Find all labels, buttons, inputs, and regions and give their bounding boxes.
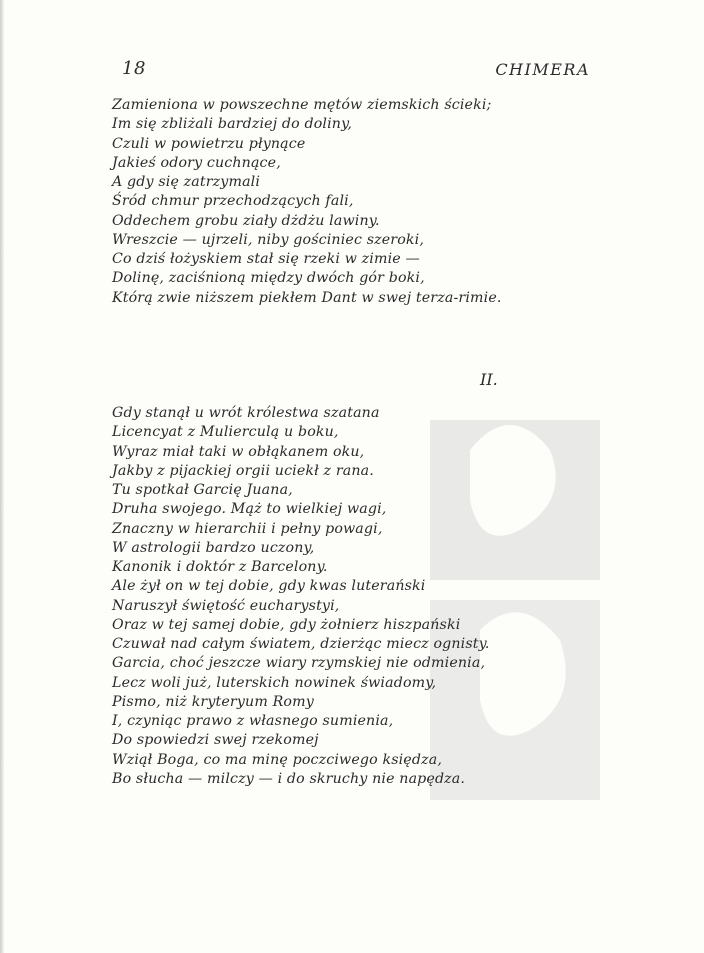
verse-line: Zamieniona w powszechne mętów ziemskich ścieki; xyxy=(112,97,492,113)
verse-line: Pismo, niż kryteryum Romy xyxy=(112,693,314,710)
verse-line: I, czyniąc prawo z własnego sumienia, xyxy=(112,713,394,729)
verse-line: Ale żył on w tej dobie, gdy kwas luterański xyxy=(112,578,426,595)
page-header xyxy=(122,58,590,82)
verse-line: Tu spotkał Garcię Juana, xyxy=(112,482,293,498)
verse-line: W astrologii bardzo uczony, xyxy=(112,539,315,556)
verse-line: A gdy się zatrzymali xyxy=(112,174,261,190)
verse-line: Oraz w tej samej dobie, gdy żołnierz hiszpański xyxy=(112,616,461,633)
verse-line: Śród chmur przechodzących fali, xyxy=(112,193,354,210)
page-number: 18 xyxy=(122,58,146,79)
stanza-1 xyxy=(112,96,592,308)
verse-line: Oddechem grobu ziały dżdżu lawiny. xyxy=(112,212,380,229)
verse-line: Wreszcie — ujrzeli, niby gościniec szeroki, xyxy=(112,231,425,248)
section-number: II. xyxy=(480,370,498,389)
verse-line: Naruszył świętość eucharystyi, xyxy=(112,597,340,614)
verse-line: Wyraz miał taki w obłąkanem oku, xyxy=(112,443,365,460)
verse-line: Do spowiedzi swej rzekomej xyxy=(112,732,319,749)
verse-line: Co dziś łożyskiem stał się rzeki w zimie — xyxy=(112,251,420,267)
verse-line: Gdy stanął u wrót królestwa szatana xyxy=(112,405,380,421)
verse-line: Jakby z pijackiej orgii uciekł z rana. xyxy=(112,462,374,479)
verse-line: Druha swojego. Mąż to wielkiej wagi, xyxy=(112,501,387,518)
verse-line: Znaczny w hierarchii i pełny powagi, xyxy=(112,520,383,537)
verse-line: Dolinę, zaciśnioną między dwóch gór boki, xyxy=(112,270,425,287)
stanza-2 xyxy=(112,404,592,789)
verse-line: Czuli w powietrzu płynące xyxy=(112,135,306,152)
page-edge xyxy=(0,0,4,953)
running-title: CHIMERA xyxy=(495,60,590,79)
verse-line: Kanonik i doktór z Barcelony. xyxy=(112,559,328,575)
verse-line: Garcia, choć jeszcze wiary rzymskiej nie odmienia, xyxy=(112,655,486,672)
verse-line: Im się zbliżali bardziej do doliny, xyxy=(112,116,353,133)
verse-line: Wziął Boga, co ma minę poczciwego księdza, xyxy=(112,751,442,768)
verse-line: Którą zwie niższem piekłem Dant w swej terza-rimie. xyxy=(112,289,502,306)
verse-line: Lecz woli już, luterskich nowinek świadomy, xyxy=(112,674,437,691)
verse-line: Czuwał nad całym światem, dzierżąc miecz ognisty. xyxy=(112,636,490,652)
verse-line: Licencyat z Mulierculą u boku, xyxy=(112,424,339,441)
verse-line: Bo słucha — milczy — i do skruchy nie napędza. xyxy=(112,770,466,787)
verse-line: Jakieś odory cuchnące, xyxy=(112,154,281,171)
